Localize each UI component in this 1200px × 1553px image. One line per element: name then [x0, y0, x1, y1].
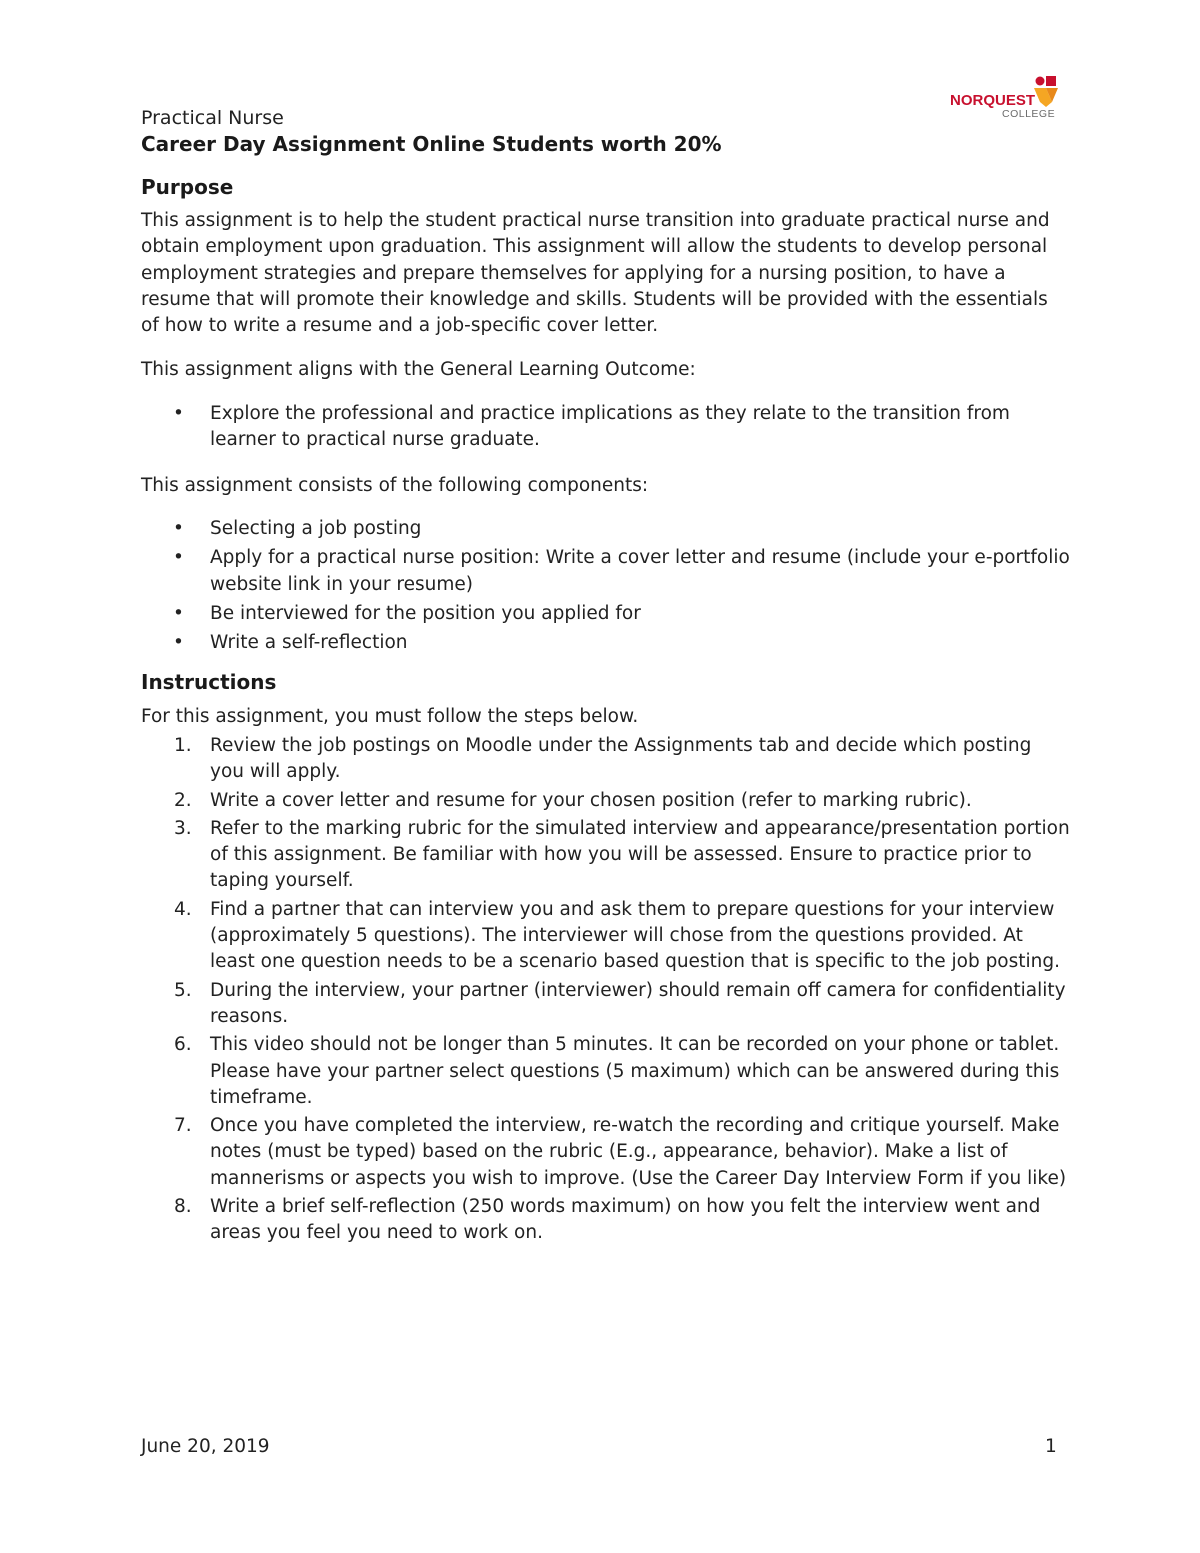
components-intro: This assignment consists of the following components:: [141, 475, 649, 496]
bullet-icon: •: [173, 602, 184, 624]
bullet-icon: •: [173, 403, 184, 424]
instructions-heading: Instructions: [141, 670, 277, 694]
bullet-icon: •: [173, 518, 184, 539]
list-item: 1. Review the job postings on Moodle under the Assignments tab and decide which posting you will apply.: [174, 735, 1032, 783]
program-name: Practical Nurse: [141, 107, 284, 129]
list-item: • Write a self-reflection: [141, 630, 1071, 656]
list-item: 2. Write a cover letter and resume for your chosen position (refer to marking rubric).: [174, 789, 972, 811]
page-number: 1: [1045, 1436, 1057, 1457]
instructions-intro: For this assignment, you must follow the steps below.: [141, 706, 639, 727]
purpose-paragraph: This assignment is to help the student practical nurse transition into graduate practical nurse and obtain employment upon graduation. This assignment will allow the students to develop personal employment strategies and prepare themselves for applying for a nursing position, to have a resume that will promote their knowledge and skills. Students will be provided with the essentials of how to write a resume and a job-specific cover letter.: [141, 210, 1050, 337]
footer-date: June 20, 2019: [141, 1436, 270, 1457]
norquest-emblem-icon: [1032, 74, 1060, 108]
list-item: 6. This video should not be longer than 5 minutes. It can be recorded on your phone or tablet. Please have your partner select questions (5 maximum) which can be answered during this timeframe.: [174, 1034, 1060, 1108]
purpose-heading: Purpose: [141, 175, 234, 199]
learning-outcomes-list: [141, 401, 1071, 454]
bullet-icon: •: [173, 547, 184, 569]
list-item: 3. Refer to the marking rubric for the simulated interview and appearance/presentation portion of this assignment. Be familiar with how you will be assessed. Ensure to practice prior to taping yourself.: [174, 817, 1070, 892]
bullet-icon: •: [173, 632, 184, 654]
list-item: 8. Write a brief self-reflection (250 words maximum) on how you felt the interview went and areas you feel you need to work on.: [174, 1196, 1041, 1244]
list-item: • Apply for a practical nurse position: Write a cover letter and resume (include your e-portfolio website link in your resume): [173, 547, 1070, 595]
list-item: • Selecting a job posting: [141, 516, 1071, 542]
list-item: 7. Once you have completed the interview, re-watch the recording and critique yourself. Make notes (must be typed) based on the rubric (E.g., appearance, behavior). Make a list of mannerisms or aspects you wish to improve. (Use the Career Day Interview Form if you like): [174, 1115, 1067, 1189]
instructions-steps-list: [141, 733, 1071, 1249]
norquest-college-logo: [946, 74, 1062, 124]
logo-name: NORQUEST: [950, 92, 1036, 109]
list-item: 5. During the interview, your partner (interviewer) should remain off camera for confidentiality reasons.: [174, 979, 1066, 1027]
components-list: [141, 516, 1071, 656]
document-title: Career Day Assignment Online Students worth 20%: [141, 132, 722, 156]
list-item: 4. Find a partner that can interview you and ask them to prepare questions for your interview (approximately 5 questions). The interviewer will chose from the questions provided. At least one question needs to be a scenario based question that is specific to the job posting.: [174, 898, 1061, 973]
list-item: • Explore the professional and practice implications as they relate to the transition from learner to practical nurse graduate.: [173, 403, 1010, 451]
alignment-intro: This assignment aligns with the General Learning Outcome:: [141, 359, 696, 380]
list-item: • Be interviewed for the position you applied for: [141, 601, 1071, 627]
logo-subname: COLLEGE: [1002, 108, 1056, 120]
